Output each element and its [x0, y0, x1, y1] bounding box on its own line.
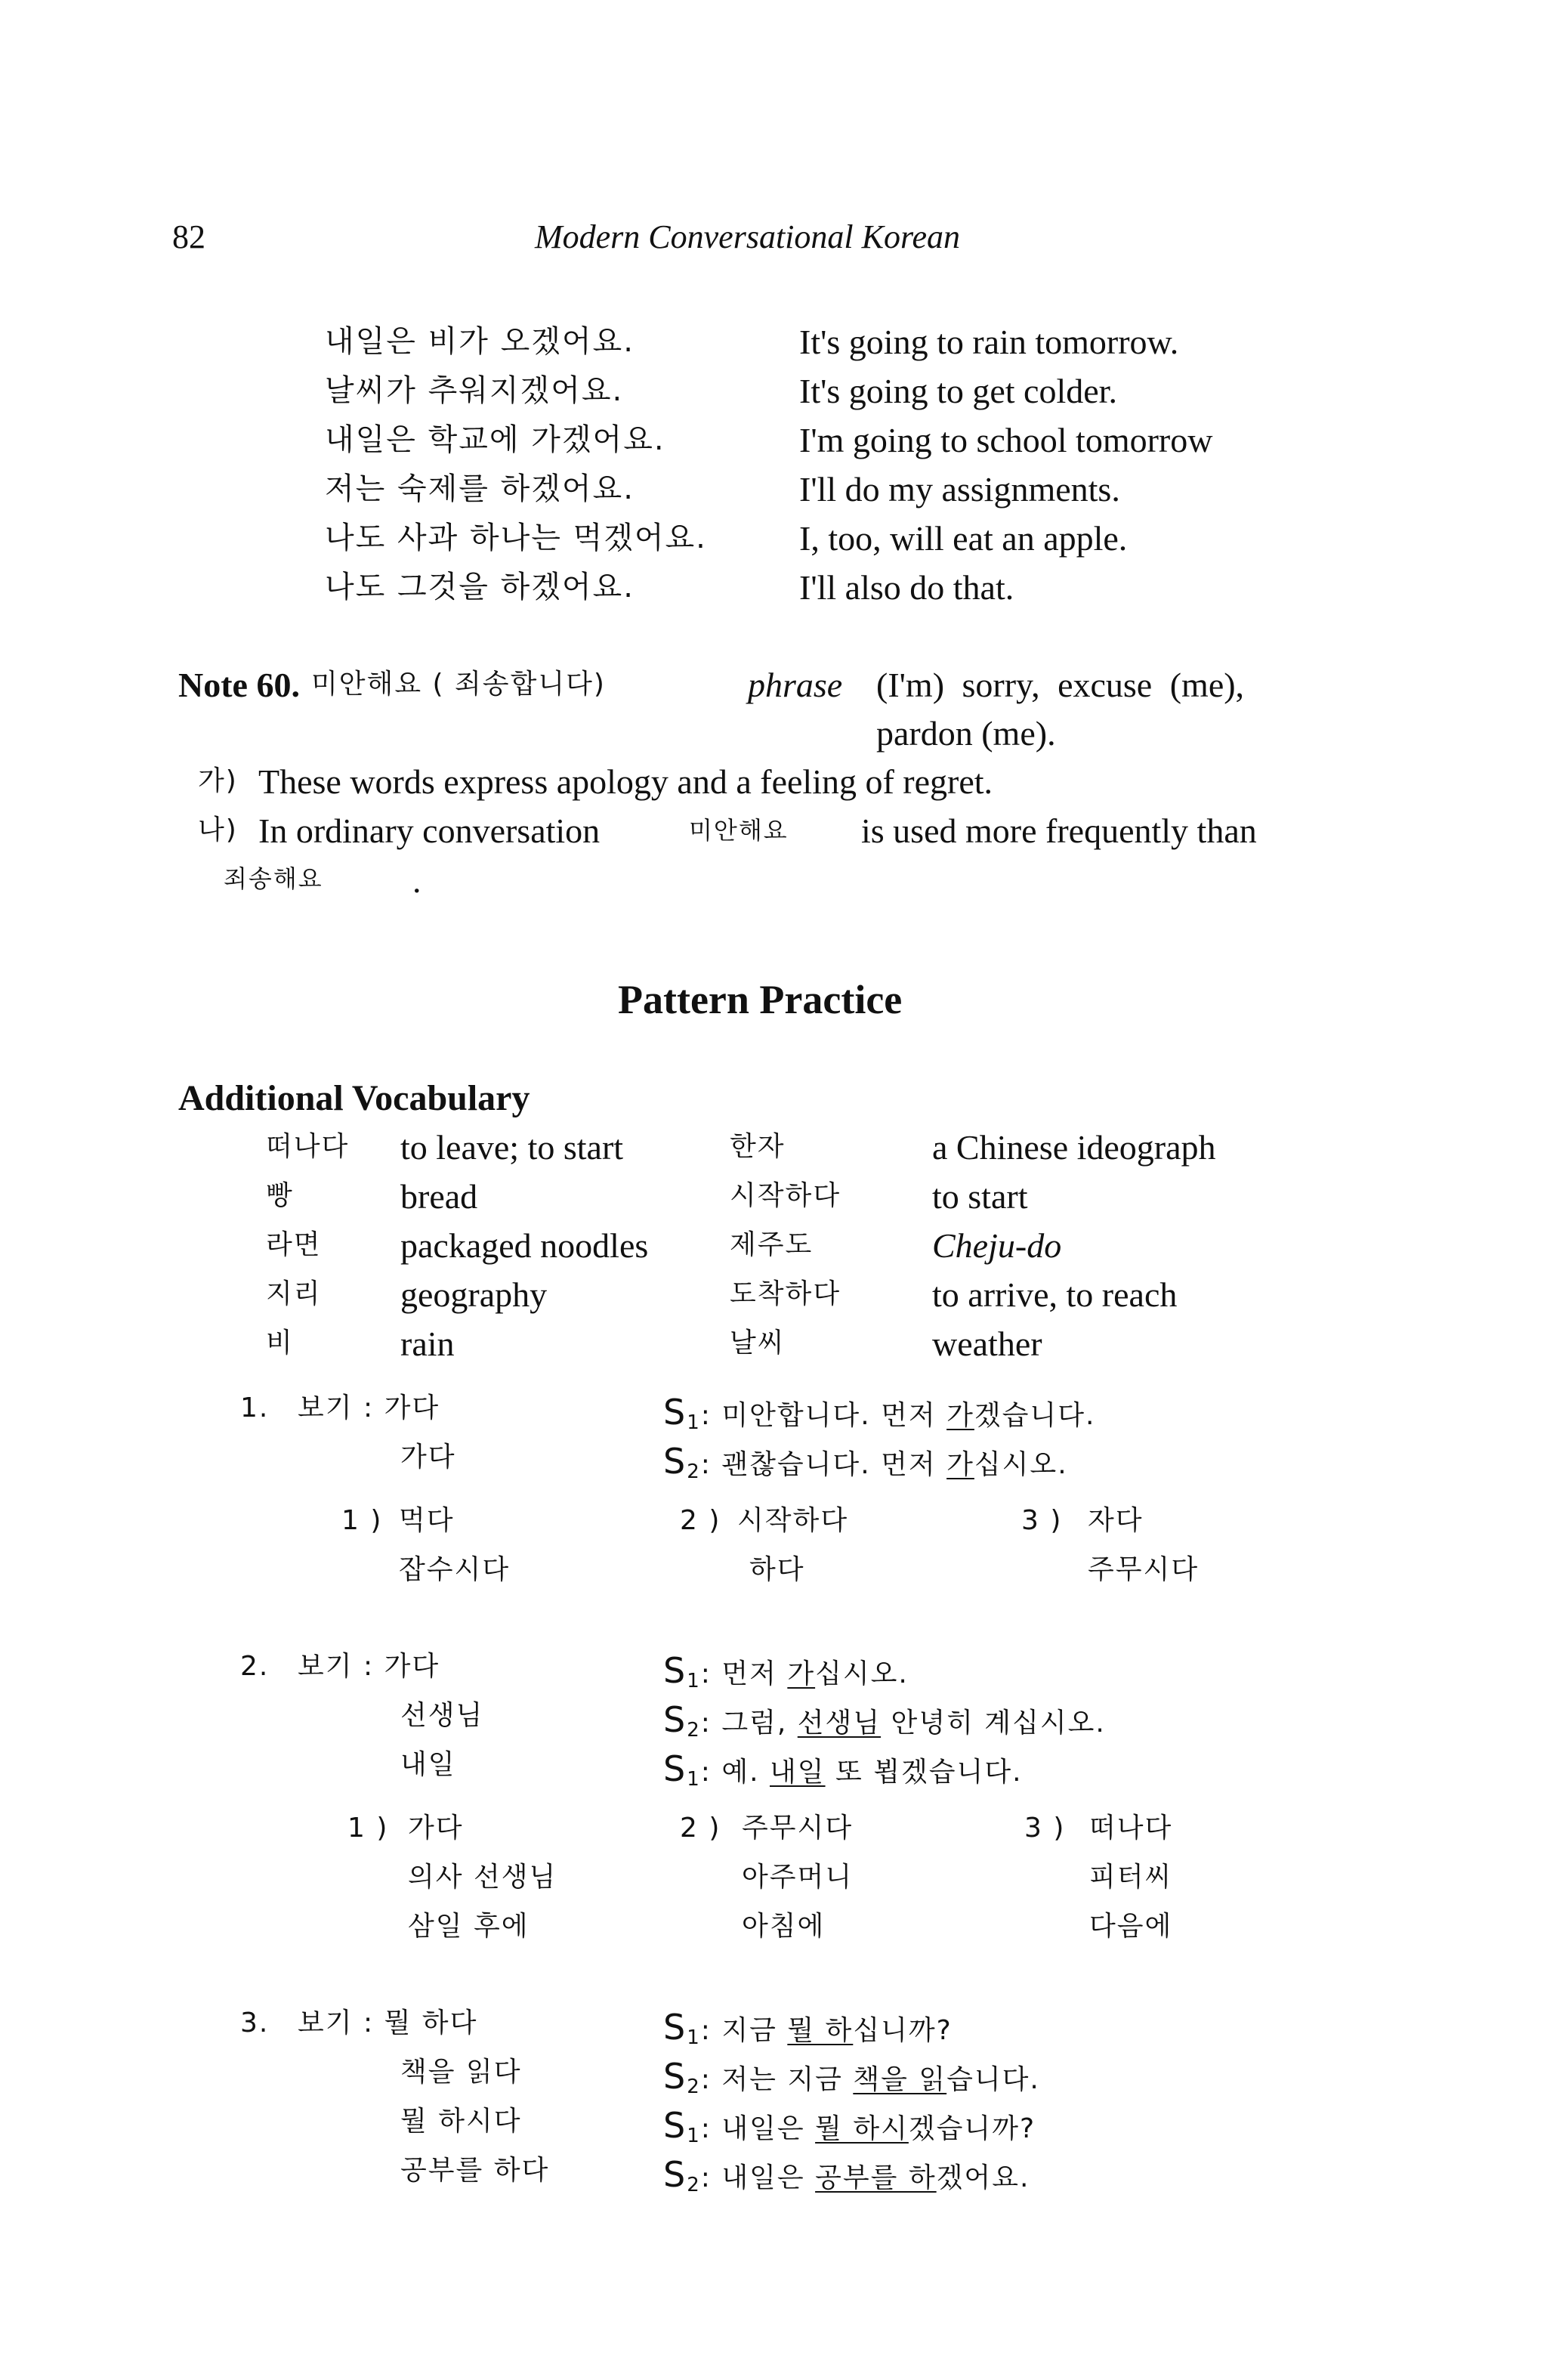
- line-text: 겠습니다.: [974, 1400, 1096, 1431]
- dialogue-line: [663, 2154, 1030, 2196]
- speaker-label: S: [663, 2007, 687, 2048]
- underlined-text: 공부를 하: [815, 2162, 937, 2193]
- example-cue: 내일: [400, 1749, 456, 1780]
- speaker-index: 1: [687, 1670, 701, 1692]
- speaker-label: S: [663, 1748, 687, 1789]
- line-text: : 내일은: [700, 2162, 816, 2193]
- item-number: 3 ): [1021, 1505, 1063, 1536]
- vocab-ko: 라면: [266, 1229, 322, 1260]
- speaker-label: S: [663, 2056, 687, 2097]
- note-item-text: is used more frequently than: [861, 811, 1257, 850]
- item-number: 3 ): [1024, 1813, 1066, 1844]
- vocab-en: packaged noodles: [400, 1226, 649, 1265]
- note-korean-inline: 죄송해요: [224, 864, 323, 893]
- section-title: Pattern Practice: [618, 977, 903, 1022]
- example-en: It's going to rain tomorrow.: [799, 323, 1179, 361]
- item-number: 1 ): [347, 1813, 389, 1844]
- line-text: 또 뵙겠습니다.: [825, 1757, 1023, 1788]
- vocab-en: Cheju-do: [932, 1226, 1062, 1265]
- speaker-label: S: [663, 2105, 687, 2146]
- vocab-en: to arrive, to reach: [932, 1275, 1178, 1314]
- note-item-text: In ordinary conversation: [258, 811, 601, 850]
- line-text: : 저는 지금: [700, 2064, 854, 2095]
- item-cue: 의사 선생님: [408, 1862, 557, 1893]
- speaker-label: S: [663, 1699, 687, 1740]
- speaker-index: 2: [687, 1460, 701, 1483]
- item-number: 1 ): [341, 1505, 383, 1536]
- speaker-index: 2: [687, 2174, 701, 2196]
- example-ko: 저는 숙제를 하겠어요.: [325, 471, 635, 506]
- running-title: Modern Conversational Korean: [535, 218, 960, 255]
- example-prompt: 보기 : 뭘 하다: [298, 2008, 478, 2038]
- dialogue-line: [663, 1650, 909, 1692]
- item-cue: 시작하다: [737, 1505, 849, 1536]
- item-cue: 아주머니: [742, 1862, 854, 1893]
- dialogue-line: [663, 1748, 1023, 1791]
- example-en: I'm going to school tomorrow: [799, 421, 1213, 459]
- line-text: : 내일은: [700, 2113, 816, 2144]
- underlined-text: 내일: [770, 1757, 826, 1788]
- example-cue: 가다: [400, 1442, 456, 1473]
- speaker-index: 2: [687, 2076, 701, 2098]
- speaker-label: S: [663, 1650, 687, 1691]
- underlined-text: 선생님: [797, 1708, 882, 1739]
- vocab-ko: 떠나다: [266, 1131, 350, 1162]
- dialogue-line: [663, 2007, 953, 2049]
- note-item-marker: 가): [198, 765, 238, 796]
- line-text: 겠습니까?: [908, 2113, 1036, 2144]
- line-text: 십시오.: [815, 1658, 909, 1689]
- vocab-ko: 비: [266, 1328, 294, 1358]
- vocab-en: to leave; to start: [400, 1128, 624, 1167]
- vocab-en: rain: [400, 1324, 455, 1363]
- vocab-ko: 날씨: [730, 1328, 786, 1358]
- item-cue: 가다: [408, 1813, 464, 1844]
- example-cue: 선생님: [400, 1700, 484, 1731]
- line-text: : 지금: [700, 2015, 788, 2046]
- example-en: I'll also do that.: [799, 568, 1014, 607]
- underlined-text: 뭘 하: [787, 2015, 854, 2046]
- vocab-ko: 시작하다: [730, 1180, 841, 1211]
- item-number: 2 ): [680, 1813, 721, 1844]
- example-en: It's going to get colder.: [799, 372, 1117, 410]
- underlined-text: 책을 읽: [853, 2064, 947, 2095]
- line-text: 습니다.: [946, 2064, 1040, 2095]
- example-en: I'll do my assignments.: [799, 470, 1120, 508]
- item-cue: 떠나다: [1089, 1813, 1173, 1844]
- dialogue-line: [663, 1441, 1068, 1483]
- vocab-ko: 지리: [266, 1278, 322, 1309]
- item-cue: 먹다: [399, 1505, 455, 1536]
- dialogue-line: [663, 1699, 1106, 1742]
- vocab-en: geography: [400, 1275, 548, 1314]
- example-en: I, too, will eat an apple.: [799, 519, 1128, 558]
- vocab-en: to start: [932, 1177, 1028, 1216]
- dialogue-line: [663, 2056, 1040, 2098]
- underlined-text: 가: [946, 1400, 974, 1431]
- example-ko: 나도 그것을 하겠어요.: [325, 570, 635, 604]
- underlined-text: 뭘 하시: [815, 2113, 909, 2144]
- speaker-index: 2: [687, 1719, 701, 1742]
- item-cue: 하다: [749, 1554, 805, 1585]
- speaker-label: S: [663, 1441, 687, 1482]
- dialogue-line: [663, 2105, 1036, 2147]
- example-cue: 공부를 하다: [400, 2155, 550, 2186]
- vocab-ko: 빵: [266, 1180, 294, 1211]
- line-text: : 먼저: [700, 1658, 788, 1689]
- note-label: Note 60.: [178, 666, 300, 704]
- speaker-index: 1: [687, 2026, 701, 2049]
- note-gloss-2: pardon (me).: [876, 714, 1056, 753]
- item-cue: 잡수시다: [399, 1554, 511, 1585]
- item-cue: 삼일 후에: [408, 1911, 530, 1942]
- example-prompt: 보기 : 가다: [298, 1651, 440, 1682]
- line-text: : 괜찮습니다. 먼저: [700, 1449, 947, 1480]
- underlined-text: 가: [787, 1658, 816, 1689]
- line-text: 십시오.: [974, 1449, 1068, 1480]
- example-cue: 책을 읽다: [400, 2057, 522, 2088]
- vocab-ko: 도착하다: [730, 1278, 841, 1309]
- dialogue-line: [663, 1392, 1096, 1434]
- item-cue: 다음에: [1089, 1911, 1173, 1942]
- example-ko: 내일은 학교에 가겠어요.: [325, 422, 665, 457]
- vocab-ko: 제주도: [730, 1229, 814, 1260]
- exercise-number: 2.: [240, 1651, 270, 1682]
- speaker-label: S: [663, 2154, 687, 2195]
- note-item-marker: 나): [198, 814, 238, 845]
- item-cue: 피터씨: [1089, 1862, 1173, 1893]
- note-korean-inline: 미안해요: [689, 816, 789, 845]
- vocab-en: weather: [932, 1324, 1042, 1363]
- speaker-index: 1: [687, 1411, 701, 1434]
- underlined-text: 가: [946, 1449, 974, 1480]
- example-ko: 날씨가 추워지겠어요.: [325, 373, 624, 408]
- page-number: 82: [172, 218, 205, 255]
- vocab-en: bread: [400, 1177, 478, 1216]
- line-text: 십니까?: [853, 2015, 953, 2046]
- item-number: 2 ): [680, 1505, 721, 1536]
- exercise-number: 3.: [240, 2008, 270, 2038]
- note-item-text: These words express apology and a feeling of regret.: [258, 762, 993, 801]
- example-cue: 뭘 하시다: [400, 2106, 522, 2137]
- line-text: : 그럼,: [700, 1708, 798, 1739]
- note-gloss-1: (I'm) sorry, excuse (me),: [876, 666, 1245, 704]
- note-end: .: [412, 861, 421, 900]
- note-korean: 미안해요 ( 죄송합니다): [311, 669, 606, 700]
- example-prompt: 보기 : 가다: [298, 1392, 440, 1423]
- exercise-number: 1.: [240, 1392, 270, 1423]
- line-text: 겠어요.: [936, 2162, 1030, 2193]
- vocab-en: a Chinese ideograph: [932, 1128, 1216, 1167]
- speaker-index: 1: [687, 2125, 701, 2147]
- speaker-index: 1: [687, 1768, 701, 1791]
- line-text: : 예.: [700, 1757, 770, 1788]
- item-cue: 자다: [1088, 1505, 1144, 1536]
- example-ko: 내일은 비가 오겠어요.: [325, 324, 635, 359]
- item-cue: 주무시다: [742, 1813, 854, 1844]
- item-cue: 아침에: [742, 1911, 826, 1942]
- line-text: 안녕히 계십시오.: [881, 1708, 1106, 1739]
- item-cue: 주무시다: [1088, 1554, 1200, 1585]
- line-text: : 미안합니다. 먼저: [700, 1400, 947, 1431]
- speaker-label: S: [663, 1392, 687, 1433]
- vocab-ko: 한자: [730, 1131, 786, 1162]
- note-kind: phrase: [748, 666, 843, 704]
- example-ko: 나도 사과 하나는 먹겠어요.: [325, 521, 707, 555]
- vocab-title: Additional Vocabulary: [178, 1078, 530, 1118]
